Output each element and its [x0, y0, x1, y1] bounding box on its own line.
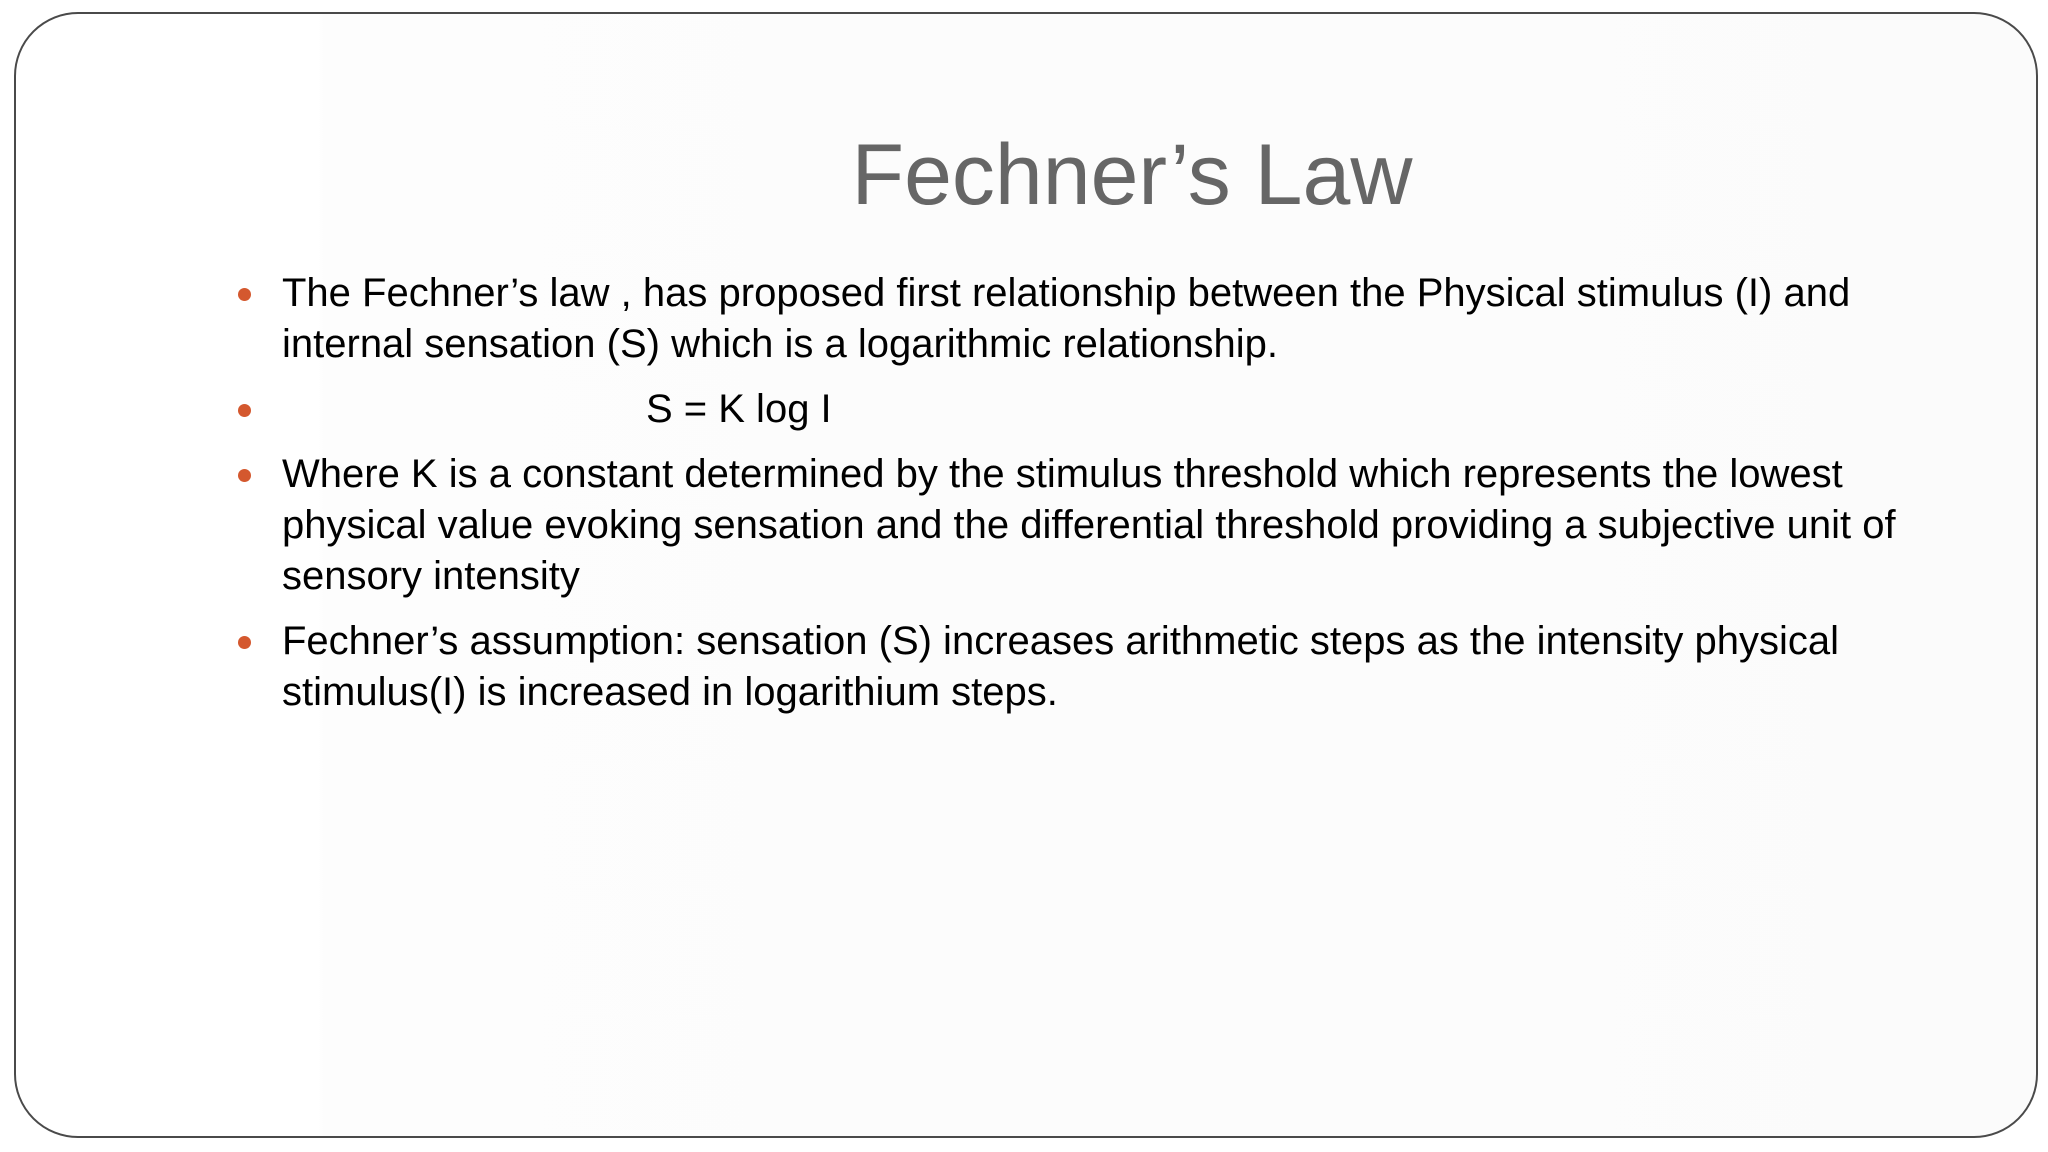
bullet-item	[232, 449, 1968, 602]
formula-text: S = K log I	[646, 387, 832, 431]
slide-title: Fechner’s Law	[851, 127, 1413, 223]
bullet-dot-icon	[238, 288, 251, 301]
bullet-item	[232, 616, 1968, 718]
bullet-item	[232, 384, 1968, 435]
bullet-text: The Fechner’s law , has proposed first relationship between the Physical stimulus (I) and internal sensation (S) which is a logarithmic relationship.	[282, 271, 1851, 366]
bullet-text: Where K is a constant determined by the stimulus threshold which represents the lowest physical value evoking sensation and the differential threshold providing a subjective unit of sensory intensity	[282, 452, 1896, 598]
bullet-text: Fechner’s assumption: sensation (S) increases arithmetic steps as the intensity physical stimulus(I) is increased in logarithium steps.	[282, 619, 1840, 714]
bullet-dot-icon	[238, 469, 251, 482]
slide	[14, 12, 2038, 1138]
bullet-list	[232, 268, 1968, 732]
bullet-dot-icon	[238, 636, 251, 649]
bullet-item	[232, 268, 1968, 370]
bullet-dot-icon	[238, 404, 251, 417]
